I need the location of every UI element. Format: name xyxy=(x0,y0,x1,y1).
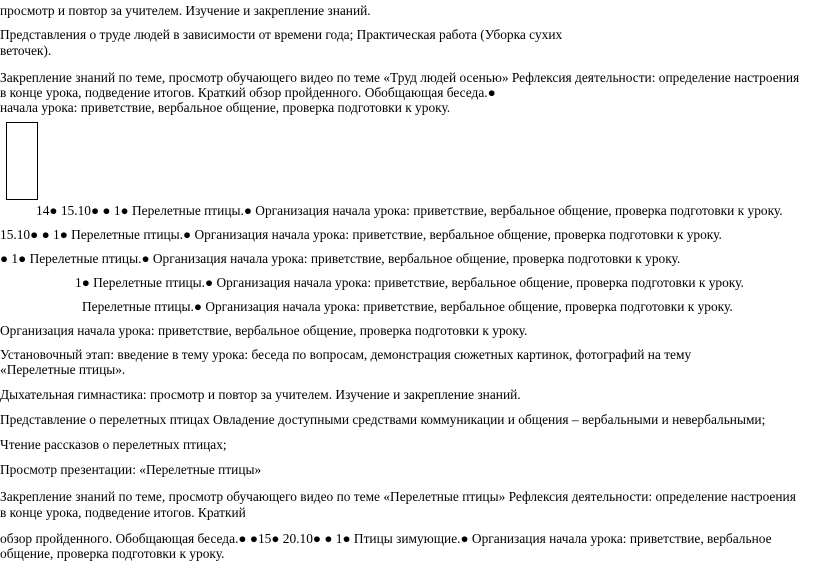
text-line-15: Дыхательная гимнастика: просмотр и повтор за учителем. Изучение и закрепление знаний. xyxy=(0,387,521,402)
text-line-18: Просмотр презентации: «Перелетные птицы» xyxy=(0,462,262,477)
text-line-6: начала урока: приветствие, вербальное общение, проверка подготовки к уроку. xyxy=(0,100,451,115)
text-line-11: Перелетные птицы.● Организация начала урока: приветствие, вербальное общение, проверка подготовки к уроку. xyxy=(82,299,733,314)
text-line-8: 15.10● ● 1● Перелетные птицы.● Организация начала урока: приветствие, вербальное общение, проверка подготовки к уроку. xyxy=(0,227,722,242)
text-line-5: в конце урока, подведение итогов. Краткий обзор пройденного. Обобщающая беседа.● xyxy=(0,85,496,100)
empty-table-cell xyxy=(6,122,38,200)
text-line-21: обзор пройденного. Обобщающая беседа.● ●15● 20.10● ● 1● Птицы зимующие.● Организация начала урока: приветствие, вербальное xyxy=(0,531,772,546)
text-line-13: Установочный этап: введение в тему урока: беседа по вопросам, демонстрация сюжетных картинок, фотографий на тему xyxy=(0,347,692,362)
text-line-2: Представления о труде людей в зависимости от времени года; Практическая работа (Уборка сухих xyxy=(0,27,563,42)
text-line-1: просмотр и повтор за учителем. Изучение и закрепление знаний. xyxy=(0,3,371,18)
text-line-9: ● 1● Перелетные птицы.● Организация начала урока: приветствие, вербальное общение, проверка подготовки к уроку. xyxy=(0,251,681,266)
text-line-3: веточек). xyxy=(0,43,52,58)
text-line-16: Представление о перелетных птицах Овладение доступными средствами коммуникации и общения – вербальными и невербальными; xyxy=(0,412,766,427)
text-line-20: в конце урока, подведение итогов. Краткий xyxy=(0,505,246,520)
text-line-19: Закрепление знаний по теме, просмотр обучающего видео по теме «Перелетные птицы» Рефлексия деятельности: определение настроения xyxy=(0,489,796,504)
text-line-10: 1● Перелетные птицы.● Организация начала урока: приветствие, вербальное общение, проверка подготовки к уроку. xyxy=(75,275,744,290)
text-line-22: общение, проверка подготовки к уроку. xyxy=(0,546,225,561)
text-line-14: «Перелетные птицы». xyxy=(0,362,126,377)
text-line-4: Закрепление знаний по теме, просмотр обучающего видео по теме «Труд людей осенью» Рефлексия деятельности: определение настроения xyxy=(0,70,800,85)
text-line-7: 14● 15.10● ● 1● Перелетные птицы.● Организация начала урока: приветствие, вербальное общение, проверка подготовки к уроку. xyxy=(36,203,783,218)
text-line-17: Чтение рассказов о перелетных птицах; xyxy=(0,437,227,452)
text-line-12: Организация начала урока: приветствие, вербальное общение, проверка подготовки к уроку. xyxy=(0,323,528,338)
